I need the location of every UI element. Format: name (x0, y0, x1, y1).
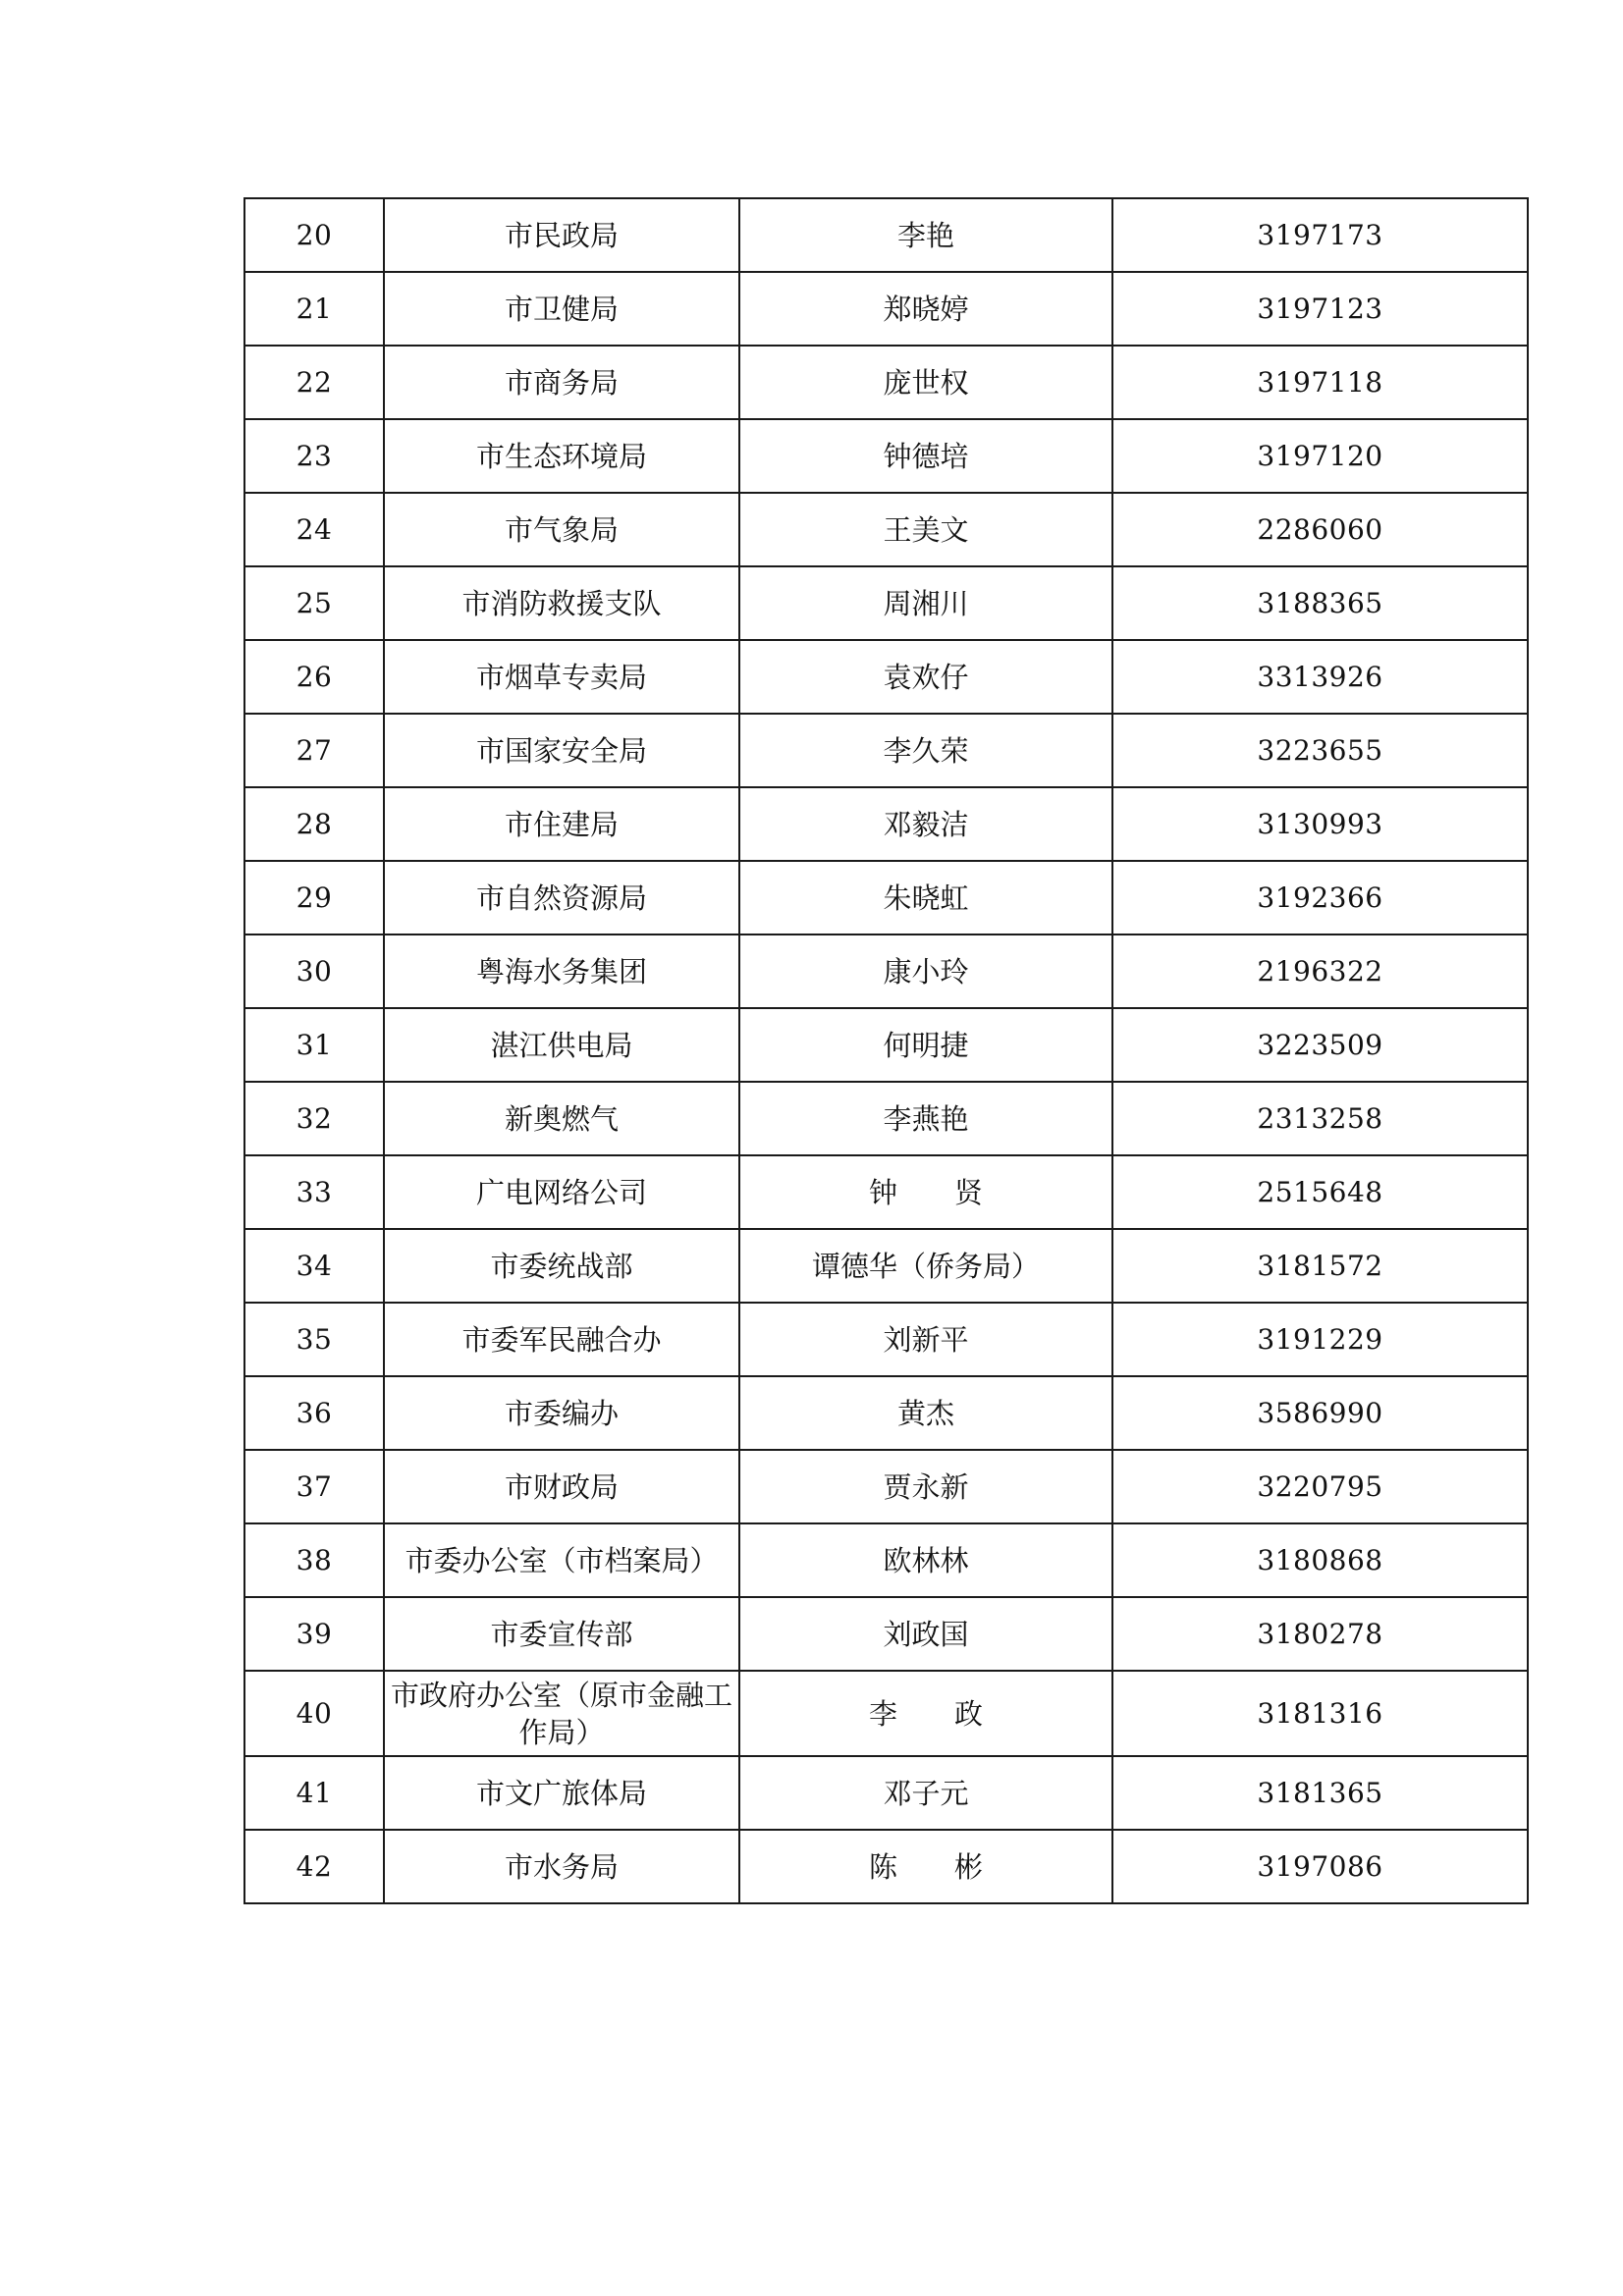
contact-person: 李 政 (739, 1671, 1112, 1756)
phone-number: 3223655 (1112, 714, 1528, 787)
unit-name: 市商务局 (384, 346, 739, 419)
table-row (244, 861, 1528, 934)
row-number: 28 (244, 787, 384, 861)
unit-name: 市委办公室（市档案局） (384, 1523, 739, 1597)
contact-person: 王美文 (739, 493, 1112, 566)
unit-name: 市水务局 (384, 1830, 739, 1903)
row-number: 20 (244, 198, 384, 272)
unit-name: 市委统战部 (384, 1229, 739, 1303)
row-number: 29 (244, 861, 384, 934)
contact-person: 欧林林 (739, 1523, 1112, 1597)
contact-person: 钟 贤 (739, 1155, 1112, 1229)
row-number: 38 (244, 1523, 384, 1597)
contact-person: 刘政国 (739, 1597, 1112, 1671)
contact-person: 钟德培 (739, 419, 1112, 493)
contact-person: 邓毅洁 (739, 787, 1112, 861)
unit-name: 市消防救援支队 (384, 566, 739, 640)
unit-name: 市气象局 (384, 493, 739, 566)
table-row (244, 1082, 1528, 1155)
row-number: 23 (244, 419, 384, 493)
table-row (244, 566, 1528, 640)
contact-person: 邓子元 (739, 1756, 1112, 1830)
phone-number: 3191229 (1112, 1303, 1528, 1376)
table-row (244, 198, 1528, 272)
unit-name: 湛江供电局 (384, 1008, 739, 1082)
table-row (244, 493, 1528, 566)
unit-name: 市文广旅体局 (384, 1756, 739, 1830)
row-number: 37 (244, 1450, 384, 1523)
contact-person: 周湘川 (739, 566, 1112, 640)
phone-number: 3180868 (1112, 1523, 1528, 1597)
unit-name: 市住建局 (384, 787, 739, 861)
contact-person: 李艳 (739, 198, 1112, 272)
table-row (244, 1450, 1528, 1523)
row-number: 34 (244, 1229, 384, 1303)
phone-number: 3220795 (1112, 1450, 1528, 1523)
phone-number: 2286060 (1112, 493, 1528, 566)
row-number: 36 (244, 1376, 384, 1450)
row-number: 24 (244, 493, 384, 566)
row-number: 25 (244, 566, 384, 640)
unit-name: 市卫健局 (384, 272, 739, 346)
table-row (244, 640, 1528, 714)
row-number: 26 (244, 640, 384, 714)
row-number: 41 (244, 1756, 384, 1830)
unit-name: 市委宣传部 (384, 1597, 739, 1671)
phone-number: 3586990 (1112, 1376, 1528, 1450)
unit-name: 市生态环境局 (384, 419, 739, 493)
unit-name: 新奥燃气 (384, 1082, 739, 1155)
phone-number: 3197123 (1112, 272, 1528, 346)
contact-person: 康小玲 (739, 934, 1112, 1008)
contact-person: 郑晓婷 (739, 272, 1112, 346)
table-row (244, 934, 1528, 1008)
table-row (244, 1756, 1528, 1830)
unit-name: 市委军民融合办 (384, 1303, 739, 1376)
unit-name: 市民政局 (384, 198, 739, 272)
phone-number: 3197086 (1112, 1830, 1528, 1903)
row-number: 31 (244, 1008, 384, 1082)
contact-table (243, 197, 1529, 1904)
table-row (244, 714, 1528, 787)
unit-name: 市国家安全局 (384, 714, 739, 787)
table-row (244, 346, 1528, 419)
phone-number: 3180278 (1112, 1597, 1528, 1671)
table-row (244, 419, 1528, 493)
contact-person: 李燕艳 (739, 1082, 1112, 1155)
unit-name: 市烟草专卖局 (384, 640, 739, 714)
contact-person: 刘新平 (739, 1303, 1112, 1376)
table-row (244, 1671, 1528, 1756)
phone-number: 3188365 (1112, 566, 1528, 640)
contact-person: 陈 彬 (739, 1830, 1112, 1903)
row-number: 32 (244, 1082, 384, 1155)
contact-person: 袁欢仔 (739, 640, 1112, 714)
table-row (244, 1376, 1528, 1450)
contact-person: 黄杰 (739, 1376, 1112, 1450)
table-row (244, 1229, 1528, 1303)
row-number: 22 (244, 346, 384, 419)
phone-number: 3197173 (1112, 198, 1528, 272)
table-row (244, 1008, 1528, 1082)
contact-person: 朱晓虹 (739, 861, 1112, 934)
unit-name: 市自然资源局 (384, 861, 739, 934)
unit-name: 市政府办公室（原市金融工作局） (384, 1671, 739, 1756)
phone-number: 3181316 (1112, 1671, 1528, 1756)
unit-name: 粤海水务集团 (384, 934, 739, 1008)
contact-table-body (244, 198, 1528, 1903)
phone-number: 3197118 (1112, 346, 1528, 419)
phone-number: 2313258 (1112, 1082, 1528, 1155)
unit-name: 广电网络公司 (384, 1155, 739, 1229)
contact-person: 李久荣 (739, 714, 1112, 787)
contact-person: 谭德华（侨务局） (739, 1229, 1112, 1303)
contact-person: 何明捷 (739, 1008, 1112, 1082)
phone-number: 3223509 (1112, 1008, 1528, 1082)
phone-number: 3192366 (1112, 861, 1528, 934)
contact-person: 庞世权 (739, 346, 1112, 419)
phone-number: 2515648 (1112, 1155, 1528, 1229)
row-number: 40 (244, 1671, 384, 1756)
row-number: 21 (244, 272, 384, 346)
row-number: 35 (244, 1303, 384, 1376)
row-number: 39 (244, 1597, 384, 1671)
phone-number: 3197120 (1112, 419, 1528, 493)
row-number: 27 (244, 714, 384, 787)
contact-person: 贾永新 (739, 1450, 1112, 1523)
table-row (244, 1303, 1528, 1376)
table-row (244, 1523, 1528, 1597)
phone-number: 3313926 (1112, 640, 1528, 714)
table-row (244, 272, 1528, 346)
unit-name: 市委编办 (384, 1376, 739, 1450)
row-number: 30 (244, 934, 384, 1008)
row-number: 42 (244, 1830, 384, 1903)
table-row (244, 787, 1528, 861)
phone-number: 3130993 (1112, 787, 1528, 861)
phone-number: 2196322 (1112, 934, 1528, 1008)
phone-number: 3181365 (1112, 1756, 1528, 1830)
row-number: 33 (244, 1155, 384, 1229)
table-row (244, 1597, 1528, 1671)
phone-number: 3181572 (1112, 1229, 1528, 1303)
table-row (244, 1830, 1528, 1903)
unit-name: 市财政局 (384, 1450, 739, 1523)
table-row (244, 1155, 1528, 1229)
